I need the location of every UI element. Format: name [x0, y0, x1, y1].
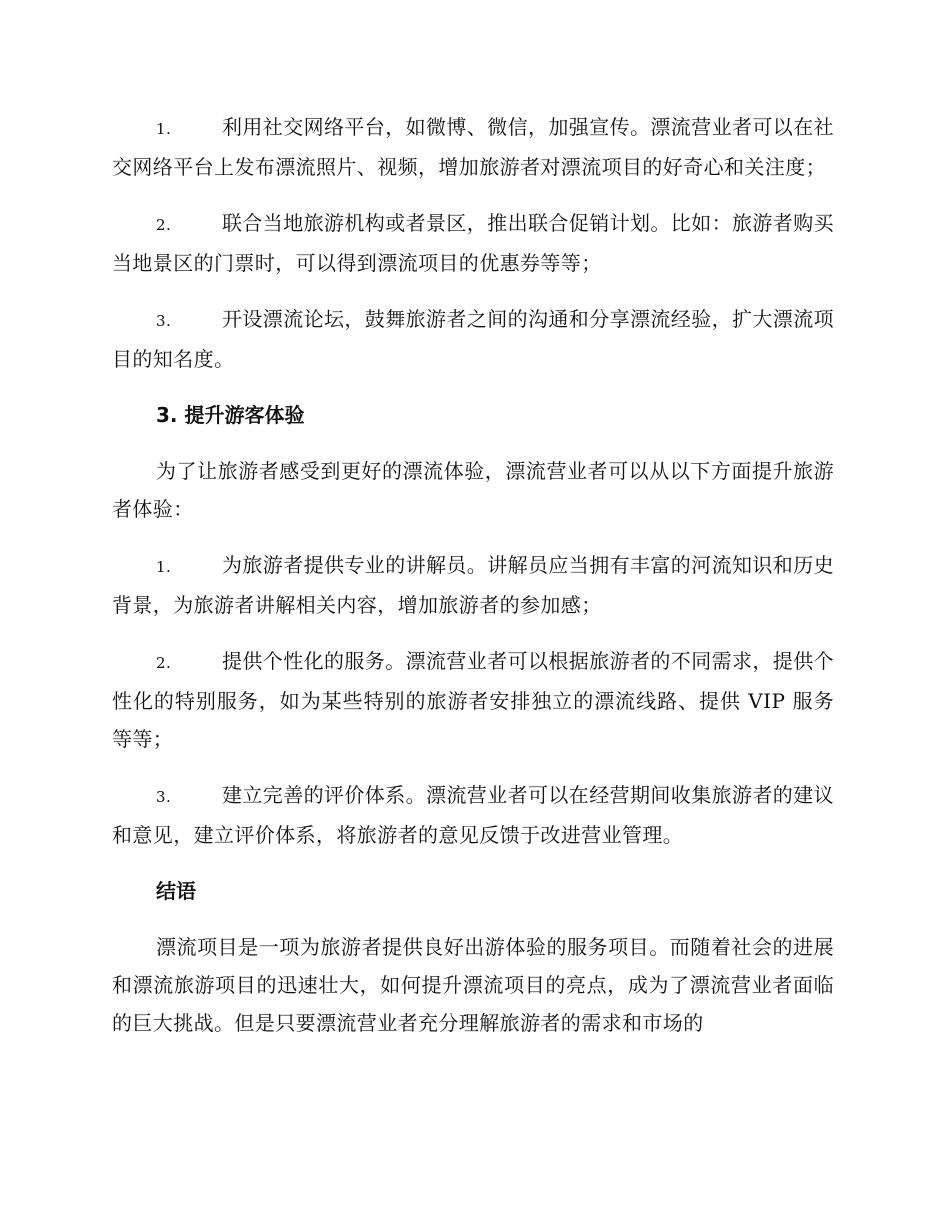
list-item-text: 开设漂流论坛，鼓舞旅游者之间的沟通和分享漂流经验，扩大漂流项目的知名度。 [112, 307, 834, 371]
list-number: 2. [156, 216, 172, 234]
list-item [112, 204, 834, 282]
list-number: 2. [156, 654, 172, 672]
list-number: 3. [156, 312, 172, 330]
list-item-text: 利用社交网络平台，如微博、微信，加强宣传。漂流营业者可以在社交网络平台上发布漂流照片、视频，增加旅游者对漂流项目的好奇心和关注度； [112, 115, 834, 179]
list-item [112, 300, 834, 378]
list-item [112, 776, 834, 854]
conclusion-heading: 结语 [156, 879, 196, 903]
list-number: 1. [156, 120, 172, 138]
list-number: 3. [156, 788, 172, 806]
list-item [112, 546, 834, 624]
list-item [112, 642, 834, 758]
list-item-text: 为旅游者提供专业的讲解员。讲解员应当拥有丰富的河流知识和历史背景，为旅游者讲解相关内容，增加旅游者的参加感； [112, 553, 834, 617]
list-item-text: 建立完善的评价体系。漂流营业者可以在经营期间收集旅游者的建议和意见，建立评价体系，将旅游者的意见反馈于改进营业管理。 [112, 783, 834, 847]
list-item-text: 提供个性化的服务。漂流营业者可以根据旅游者的不同需求，提供个性化的特别服务，如为某些特别的旅游者安排独立的漂流线路、提供 VIP 服务等等； [112, 649, 834, 751]
conclusion-paragraph: 漂流项目是一项为旅游者提供良好出游体验的服务项目。而随着社会的进展和漂流旅游项目的迅速壮大，如何提升漂流项目的亮点，成为了漂流营业者面临的巨大挑战。但是只要漂流营业者充分理解旅游者的需求和市场的 [112, 935, 834, 1035]
list-number: 1. [156, 558, 172, 576]
document-page [112, 108, 834, 1060]
list-item [112, 108, 834, 186]
section-heading: 3. 提升游客体验 [156, 403, 305, 427]
section-intro: 为了让旅游者感受到更好的漂流体验，漂流营业者可以从以下方面提升旅游者体验： [112, 459, 834, 521]
list-item-text: 联合当地旅游机构或者景区，推出联合促销计划。比如：旅游者购买当地景区的门票时，可以得到漂流项目的优惠券等等； [112, 211, 834, 275]
